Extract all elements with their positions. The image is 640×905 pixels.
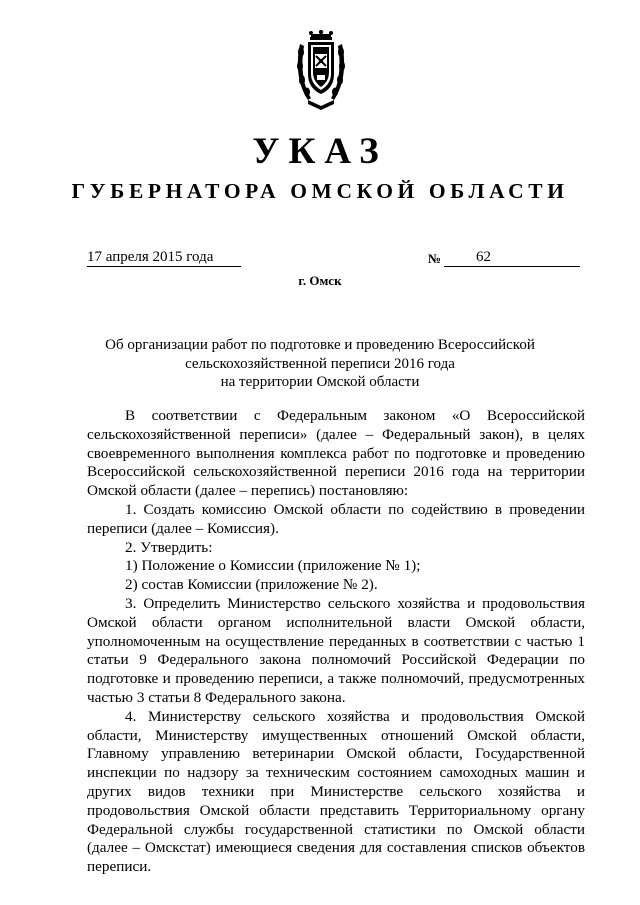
body-paragraph-item-2: 2. Утвердить: <box>125 538 213 556</box>
subject-line: сельскохозяйственной переписи 2016 года <box>185 355 455 372</box>
document-body <box>87 407 585 877</box>
document-title: УКАЗ <box>252 131 388 172</box>
body-paragraph-item-4: 4. Министерству сельского хозяйства и продовольствия Омской области, Министерству имущественных отношений Омской области, Главному управлению ветеринарии Омской области, Государственной инспекции по надзору за техническим состоянием самоходных машин и других видов техники при Министерстве сельского хозяйства и продовольствия Омской области представить Территориальному органу Федеральной службы государственной статистики по Омской области (далее – Омскстат) имеющиеся сведения для составления списков объектов переписи. <box>87 707 585 876</box>
document-subtitle: ГУБЕРНАТОРА ОМСКОЙ ОБЛАСТИ <box>71 179 569 203</box>
document-number: 62 <box>476 249 491 265</box>
document-number-field <box>444 248 580 267</box>
body-paragraph-preamble: В соответствии с Федеральным законом «О Всероссийской сельскохозяйственной переписи» (далее – Федеральный закон), в целях своевременного выполнения комплекса работ по подготовке и проведению Всероссийской сельскохозяйственной переписи 2016 года на территории Омской области (далее – перепись) постановляю: <box>87 407 585 500</box>
body-paragraph-item-2-1: 1) Положение о Комиссии (приложение № 1); <box>125 557 421 575</box>
document-subject <box>80 336 560 392</box>
coat-of-arms-icon <box>296 30 346 110</box>
subject-line: на территории Омской области <box>220 374 420 390</box>
number-label: № <box>428 251 442 266</box>
body-paragraph-item-2-2: 2) состав Комиссии (приложение № 2). <box>125 576 378 594</box>
document-date: 17 апреля 2015 года <box>87 248 241 267</box>
body-paragraph-item-1: 1. Создать комиссию Омской области по содействию в проведении переписи (далее – Комиссия). <box>87 500 585 537</box>
body-paragraph-item-3: 3. Определить Министерство сельского хозяйства и продовольствия Омской области органом исполнительной власти Омской области, уполномоченным на осуществление переданных в соответствии с частью 1 статьи 9 Федерального закона полномочий Российской Федерации по подготовке и проведению переписи, а также полномочий, предусмотренных частью 3 статьи 8 Федерального закона. <box>87 594 585 706</box>
document-city: г. Омск <box>298 273 342 288</box>
subject-line: Об организации работ по подготовке и проведению Всероссийской <box>105 337 535 353</box>
